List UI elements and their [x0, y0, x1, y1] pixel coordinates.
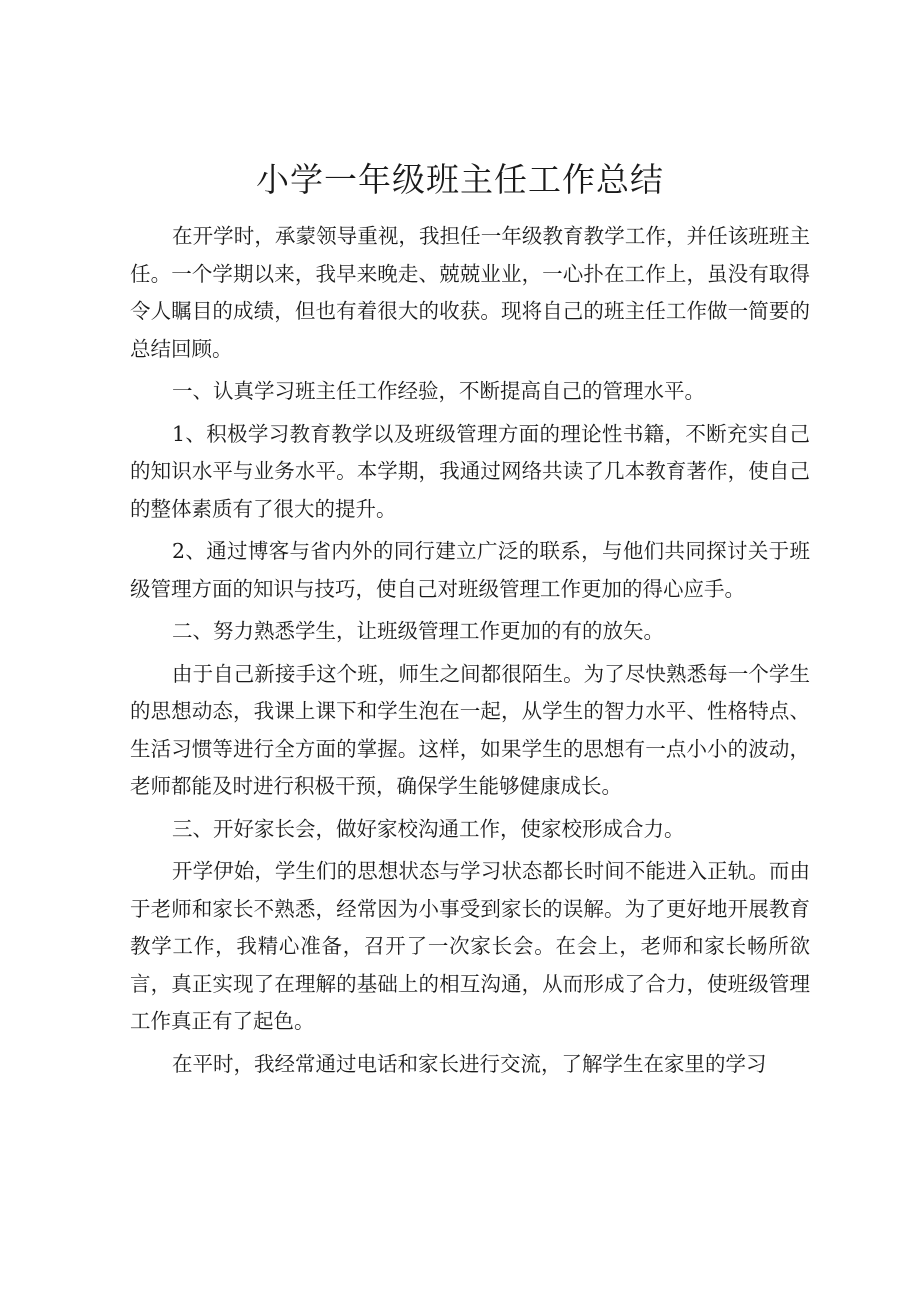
paragraph-section-3-continued: 在平时，我经常通过电话和家长进行交流，了解学生在家里的学习: [172, 1051, 767, 1076]
heading-section-1: 一、认真学习班主任工作经验，不断提高自己的管理水平。: [172, 379, 705, 403]
paragraph-section-2: 由于自己新接手这个班，师生之间都很陌生。为了尽快熟悉每一个学生的思想动态，我课上课下和学生泡在一起，从学生的智力水平、性格特点、生活习惯等进行全方面的掌握。这样，如果学生的思想有一点小小的波动，老师都能及时进行积极干预，确保学生能够健康成长。: [130, 661, 810, 798]
paragraph-1-1: 1、积极学习教育教学以及班级管理方面的理论性书籍，不断充实自己的知识水平与业务水平。本学期，我通过网络共读了几本教育著作，使自己的整体素质有了很大的提升。: [130, 421, 810, 521]
paragraph-1-2: 2、通过博客与省内外的同行建立广泛的联系，与他们共同探讨关于班级管理方面的知识与技巧，使自己对班级管理工作更加的得心应手。: [130, 539, 810, 601]
document-body: [130, 218, 810, 1088]
heading-section-2: 二、努力熟悉学生，让班级管理工作更加的有的放矢。: [172, 619, 664, 643]
paragraph-intro: 在开学时，承蒙领导重视，我担任一年级教育教学工作，并任该班班主任。一个学期以来，我早来晚走、兢兢业业，一心扑在工作上，虽没有取得令人瞩目的成绩，但也有着很大的收获。现将自己的班主任工作做一简要的总结回顾。: [130, 224, 810, 361]
document-title: 小学一年级班主任工作总结: [256, 160, 664, 199]
heading-section-3: 三、开好家长会，做好家校沟通工作，使家校形成合力。: [172, 816, 685, 841]
paragraph-section-3: 开学伊始，学生们的思想状态与学习状态都长时间不能进入正轨。而由于老师和家长不熟悉，经常因为小事受到家长的误解。为了更好地开展教育教学工作，我精心准备，召开了一次家长会。在会上，老师和家长畅所欲言，真正实现了在理解的基础上的相互沟通，从而形成了合力，使班级管理工作真正有了起色。: [130, 859, 810, 1033]
